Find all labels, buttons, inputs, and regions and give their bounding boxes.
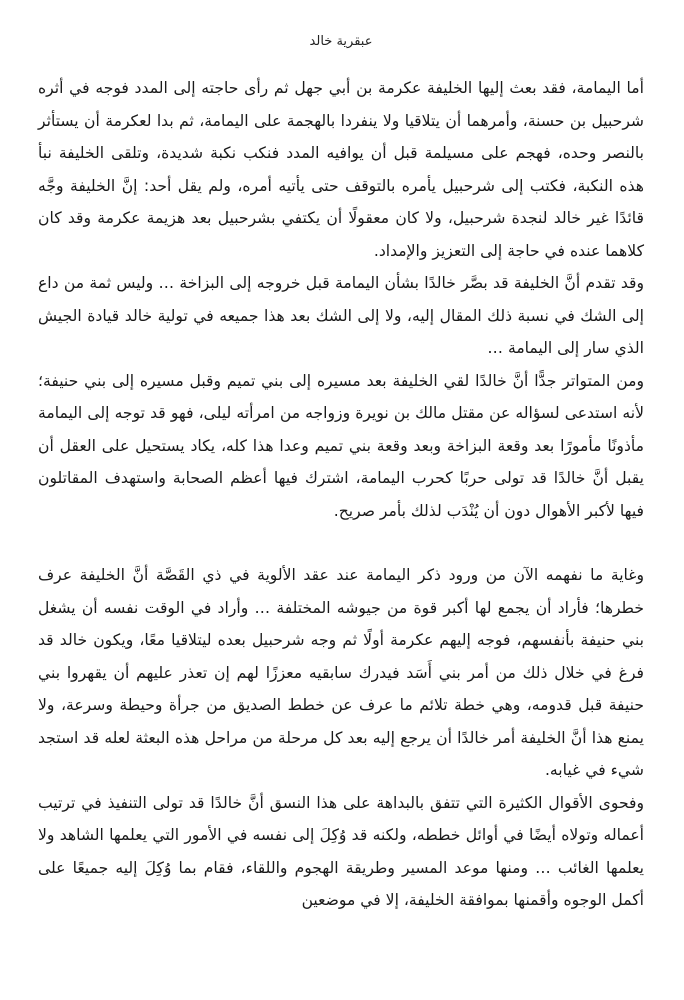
paragraph-3: ومن المتواتر جدًّا أنَّ خالدًا لقي الخليفة بعد مسيره إلى بني تميم وقبل مسيره إلى بني حنيفة؛ لأنه استدعى لسؤاله عن مقتل مالك بن نويرة وزواجه من امرأته ليلى، فهو قد توجه إلى اليمامة مأذونًا مأمورًا بعد وقعة البزاخة وبعد وقعة بني تميم وعدا هذا كله، يكاد يستحيل على العقل أن يقبل أنَّ خالدًا قد تولى حربًا كحرب اليمامة، اشترك فيها أعظم الصحابة واستهدف المقاتلون فيها لأكبر الأهوال دون أن يُنْدَب لذلك بأمر صريح. <box>38 371 644 520</box>
running-header: عبقرية خالد <box>309 34 373 49</box>
paragraph-2: وقد تقدم أنَّ الخليفة قد بصَّر خالدًا بشأن اليمامة قبل خروجه إلى البزاخة … وليس ثمة من داع إلى الشك في نسبة ذلك المقال إليه، ولا إلى الشك بعد هذا جميعه في تولية خالد قيادة الجيش الذي سار إلى اليمامة … <box>38 274 644 357</box>
paragraph-5: وفحوى الأقوال الكثيرة التي تتفق بالبداهة على هذا النسق أنَّ خالدًا قد تولى التنفيذ في ترتيب أعماله وتولاه أيضًا في أوائل خططه، ولكنه قد وُكِلَ إلى نفسه في الأمور التي يعلمها الشاهد ولا يعلمها الغائب … ومنها موعد المسير وطريقة الهجوم واللقاء، فقام بما وُكِلَ إليه جميعًا على أكمل الوجوه وأقمنها بموافقة الخليفة، إلا في موضعين <box>38 793 644 909</box>
paragraph-1: أما اليمامة، فقد بعث إليها الخليفة عكرمة بن أبي جهل ثم رأى حاجته إلى المدد فوجه في أثره شرحبيل بن حسنة، وأمرهما أن يتلاقيا ولا ينفردا بالهجمة على اليمامة، ثم بدا لعكرمة أن يستأثر بالنصر وحده، فهجم على مسيلمة قبل أن يوافيه المدد فنكب نكبة شديدة، وتلقى الخليفة نبأ هذه النكبة، فكتب إلى شرحبيل يأمره بالتوقف حتى يأتيه أمره، ولم يقل أحد: إنَّ الخليفة وجَّه قائدًا غير خالد لنجدة شرحبيل، ولا كان معقولًا أن يكتفي بشرحبيل بعد هزيمة عكرمة وقد كان كلاهما عنده في حاجة إلى التعزيز والإمداد. <box>38 79 644 260</box>
paragraph-4: وغاية ما نفهمه الآن من ورود ذكر اليمامة عند عقد الألوية في ذي القَصَّة أنَّ الخليفة عرف خطرها؛ فأراد أن يجمع لها أكبر قوة من جيوشه المختلفة … وأراد في الوقت نفسه أن يشغل بني حنيفة بأنفسهم، فوجه إليهم عكرمة أولًا ثم وجه شرحبيل بعده ليتلاقيا معًا، ويكون خالد قد فرغ في خلال ذلك من أمر بني أَسَد فيدرك سابقيه معززًا لهم إن تعذر عليهم أن يقهروا بني حنيفة قبل قدومه، وهي خطة تلائم ما عرف عن خطط الصديق من جرأة وحيطة وسرعة، ولا يمنع هذا أنَّ الخليفة أمر خالدًا أن يرجع إليه بعد كل مرحلة من مراحل هذه البعثة لعله قد استجد شيء في غيابه. <box>38 566 644 779</box>
